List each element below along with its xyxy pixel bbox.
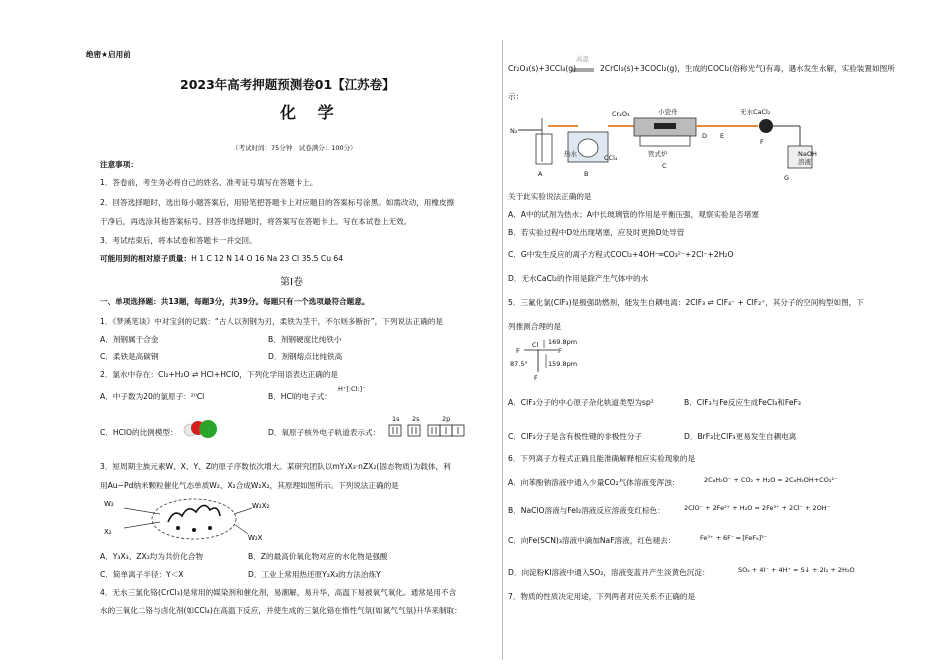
fig-label-w2: W₂ [104,500,114,508]
atom-f-right: F [558,347,562,355]
q3-stem-1: 3．短周期主族元素W、X、Y、Z的原子序数依次增大。某研究团队以mY₃X₃·nZX₂(固态物质)为载体，利 [100,462,451,471]
orbital-2s: 2s [412,415,420,423]
atom-f-bottom: F [534,374,538,382]
label-d: D [702,132,708,140]
hclo-model-image [180,416,220,442]
q4-apparatus-diagram [508,104,838,184]
q2-electron-formula: H⁺[:Cl:]⁻ [338,385,366,393]
label-g: G [784,174,790,182]
label-cr2o3: Cr₂O₃ [612,110,630,118]
q6-option-c-eq: Fe³⁺ + 6F⁻ ═ [FeF₆]³⁻ [700,534,768,542]
q6-option-c: C．向Fe(SCN)₃溶液中滴加NaF溶液，红色褪去： [508,536,676,545]
bond-length-1: 169.8pm [548,338,578,346]
q3-option-d: D．工业上常用热还原Y₂X₃的方法冶炼Y [248,570,381,579]
label-ccl4: CCl₄ [604,154,618,162]
left-column [86,0,496,672]
notice-heading: 注意事项： [100,160,138,169]
q3-option-b: B．Z的最高价氧化物对应的水化物是强酸 [248,552,388,561]
q4-stem-1: 4．无水三氯化铬(CrCl₃)是常用的媒染剂和催化剂，易潮解，易升华，高温下易被氧气氧化。通常是用不含 [100,588,457,597]
exam-title: 2023年高考押题预测卷01【江苏卷】 [180,77,395,92]
q5-option-b: B．ClF₃与Fe反应生成FeCl₃和FeF₃ [684,398,801,407]
q4-eq-arrow [572,68,596,72]
q6-stem: 6．下列离子方程式正确且能准确解释相应实验现象的是 [508,454,696,463]
label-b: B [584,170,589,178]
q6-option-b-eq: 2ClO⁻ + 2Fe²⁺ + H₂O = 2Fe³⁺ + 2Cl⁻ + 2OH⁻ [684,504,831,512]
right-column [508,0,908,672]
section-title: 第Ⅰ卷 [280,277,303,288]
fig-label-w2x: W₂X [248,534,263,542]
label-c: C [662,162,667,170]
q3-option-a: A．Y₃X₃、ZX₂均为共价化合物 [100,552,203,561]
q6-option-d: D．向淀粉KI溶液中通入SO₂，溶液变蓝并产生淡黄色沉淀： [508,568,710,577]
exam-info: （考试时间：75分钟 试卷满分：100分） [232,144,357,152]
column-divider [502,40,503,660]
q1-option-c: C．柔铁是高碳钢 [100,352,159,361]
q2-stem: 2．氯水中存在：Cl₂+H₂O ⇌ HCl+HClO，下列化学用语表达正确的是 [100,370,339,379]
q5-option-d: D．BrF₃比ClF₃更易发生自耦电离 [684,432,797,441]
notice-item-1: 1．答卷前，考生务必将自己的姓名、准考证号填写在答题卡上。 [100,178,318,187]
q6-option-a-eq: 2C₆H₅O⁻ + CO₂ + H₂O = 2C₆H₅OH+CO₃²⁻ [704,476,838,484]
q4-option-a: A．A中的试剂为热水；A中长玻璃管的作用是平衡压强，观察实验是否堵塞 [508,210,759,219]
atom-f-left: F [516,347,520,355]
label-solution: 溶液 [798,158,811,166]
q6-option-b: B．NaClO溶液与FeI₂溶液反应溶液变红棕色： [508,506,665,515]
orbital-diagram [388,424,468,438]
label-n2: N₂ [510,127,518,135]
label-e: E [720,132,725,140]
secret-label: 绝密★启用前 [86,50,131,59]
q1-option-b: B．剂钢硬度比纯铁小 [268,335,342,344]
q2-option-b: B．HCl的电子式： [268,392,332,401]
fig-label-x2: X₂ [104,528,112,536]
notice-item-3: 3．考试结束后，将本试卷和答题卡一并交回。 [100,236,257,245]
q5-stem-2: 列推测合理的是 [508,322,562,331]
q6-option-a: A．向苯酚钠溶液中通入少量CO₂气体溶液变浑浊： [508,478,680,487]
q4-eq-tail: 示： [508,92,524,101]
fig-label-w2x2: W₂X₂ [252,502,270,510]
q3-option-c: C．简单离子半径：Y＜X [100,570,184,579]
q4-stem-2: 水的三氧化二铬与卤化剂(如CCl₄)在高温下反应，并使生成的三氯化铬在惰性气氛(如氮气气氛)升华来制取： [100,606,462,615]
label-cacl2: 无水CaCl₂ [740,108,771,116]
q5-option-c: C．ClF₃分子是含有极性键的非极性分子 [508,432,643,441]
bond-angle: 87.5° [510,360,528,368]
label-boat: 小瓷舟 [658,108,678,116]
q1-option-d: D．剂钢熔点比纯铁高 [268,352,343,361]
label-a: A [538,170,543,178]
q4-eq-condition: 高温 [576,55,589,63]
q5-option-a: A．ClF₃分子的中心原子杂化轨道类型为sp² [508,398,654,407]
q4-option-d: D．无水CaCl₂的作用是除产生气体中的水 [508,274,649,283]
q3-catalysis-figure [102,494,292,544]
q4-eq-left: Cr₂O₃(s)+3CCl₄(g) [508,64,577,73]
notice-item-2: 2．回答选择题时，选出每小题答案后，用铅笔把答题卡上对应题目的答案标号涂黑。如需改动，用橡皮擦 [100,198,455,207]
atomic-masses: 可能用到的相对原子质量：H 1 C 12 N 14 O 16 Na 23 Cl 35.5 Cu 64 [100,254,344,263]
q4-eq-right: 2CrCl₃(s)+3COCl₂(g)，生成的COCl₂(俗称光气)有毒，遇水发生水解，实验装置如图所 [600,64,895,73]
q4-ask: 关于此实验说法正确的是 [508,192,592,201]
bond-length-2: 159.8pm [548,360,578,368]
atom-cl: Cl [532,341,539,349]
section-heading: 一、单项选择题：共13题，每题3分，共39分。每题只有一个选项最符合题意。 [100,297,370,306]
subject-title: 化 学 [280,103,342,122]
notice-item-2b: 干净后，再选涂其他答案标号。回答非选择题时，将答案写在答题卡上。写在本试卷上无效。 [100,217,412,226]
q5-stem-1: 5．三氟化氯(ClF₃)是极强助燃剂，能发生自耦电离：2ClF₃ ⇌ ClF₄⁻ + ClF₂⁺，其分子的空间构型如图，下 [508,298,864,307]
label-furnace: 管式炉 [648,150,668,158]
q1-option-a: A．剂钢属于合金 [100,335,159,344]
q5-clf3-structure [508,336,598,382]
label-hot-water: 热水 [564,150,577,158]
q2-option-c: C．HClO的比例模型： [100,428,178,437]
q7-stem: 7．物质的性质决定用途，下列两者对应关系不正确的是 [508,592,696,601]
q6-option-d-eq: SO₂ + 4I⁻ + 4H⁺ = S↓ + 2I₂ + 2H₂O [738,566,855,574]
q3-stem-2: 用Au−Pd纳米颗粒催化气态单质W₂、X₂合成W₂X₂，其原理如图所示。下列说法正确的是 [100,481,399,490]
label-f: F [760,138,764,146]
q2-option-a: A．中子数为20的氯原子：²⁰Cl [100,392,205,401]
orbital-2p: 2p [442,415,451,423]
label-naoh: NaOH [798,150,817,158]
q4-option-c: C．G中发生反应的离子方程式COCl₂+4OH⁻═CO₃²⁻+2Cl⁻+2H₂O [508,250,734,259]
q1-stem: 1．《梦溪笔谈》中对宝剑的记载：“古人以剂钢为刃，柔铁为茎干，不尔则多断折”，下列说法正确的是 [100,317,444,326]
orbital-1s: 1s [392,415,400,423]
q4-option-b: B．若实验过程中D处出现堵塞，应及时更换D处导管 [508,228,685,237]
q2-option-d: D．氧原子核外电子轨道表示式： [268,428,381,437]
